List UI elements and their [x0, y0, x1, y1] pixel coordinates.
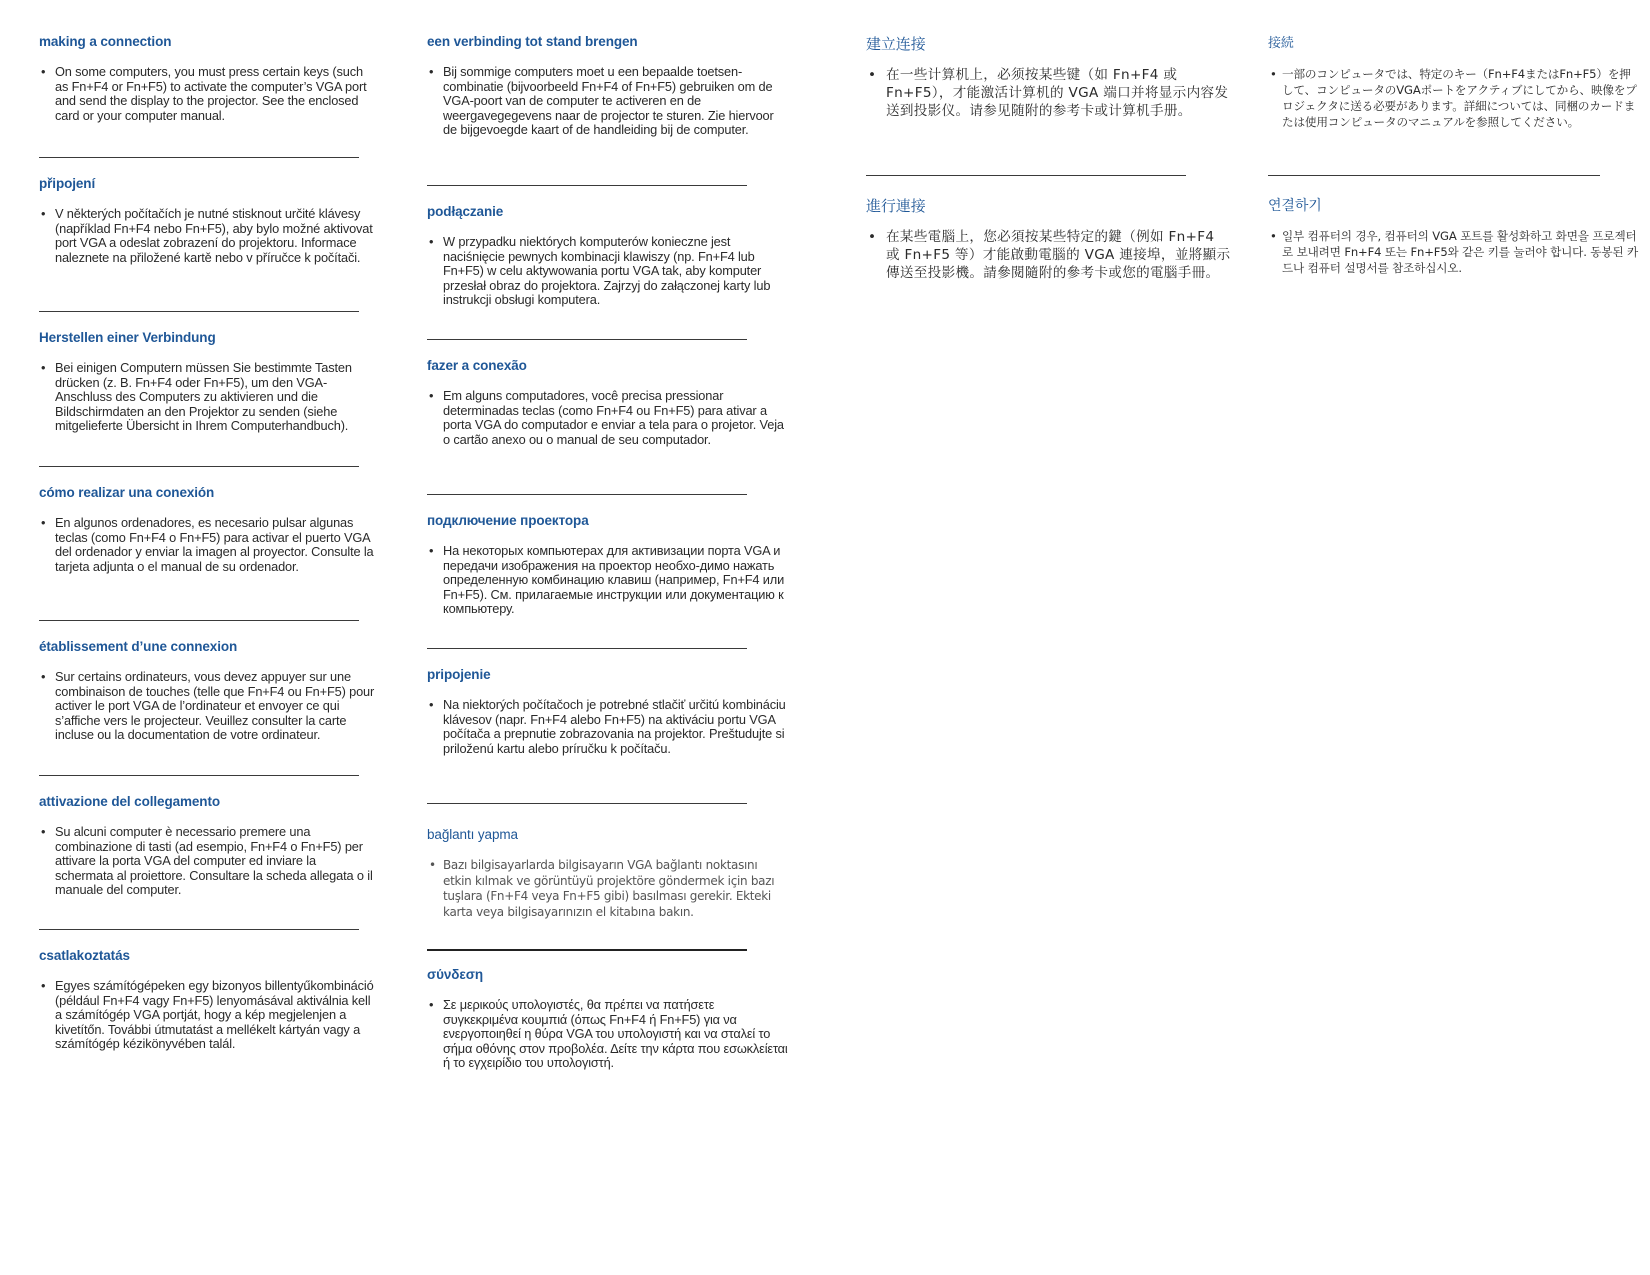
section-heading: fazer a conexão: [427, 358, 527, 373]
section-heading: Herstellen einer Verbindung: [39, 330, 216, 345]
section-heading: pripojenie: [427, 667, 491, 682]
bullet-text: Su alcuni computer è necessario premere una combinazione di tasti (ad esempio, Fn+F4 o Fn+F5) per attivare la porta VGA del computer ed inviare la schermata al proiettore. Consultare la scheda allegata o il manuale del computer.: [55, 824, 373, 898]
bullet-item: [427, 858, 789, 920]
section-divider: [427, 803, 747, 804]
bullet-icon: •: [429, 858, 436, 872]
section-heading: σύνδεση: [427, 967, 483, 982]
bullet-item: [1268, 228, 1640, 276]
bullet-text: Bij sommige computers moet u een bepaalde toetsen-combinatie (bijvoorbeeld Fn+F4 of Fn+F5) gebruiken om de VGA-poort van de computer te activeren en de weergavegegevens naar de projector te sturen. Zie hiervoor de bijgevoegde kaart of de handleiding bij de computer.: [443, 64, 774, 138]
section-es: [39, 485, 377, 574]
bullet-text: 일부 컴퓨터의 경우, 컴퓨터의 VGA 포트를 활성화하고 화면을 프로젝터로 보내려면 Fn+F4 또는 Fn+F5와 같은 키를 눌러야 합니다. 동봉된 카드나 컴퓨터 설명서를 참조하십시오.: [1282, 229, 1639, 275]
bullet-item: [1268, 66, 1640, 130]
bullet-text: On some computers, you must press certain keys (such as Fn+F4 or Fn+F5) to activate the computer’s VGA port and send the display to the projector. See the enclosed card or your computer manual.: [55, 64, 367, 123]
bullet-item: [427, 698, 789, 756]
bullet-text: En algunos ordenadores, es necesario pulsar algunas teclas (como Fn+F4 o Fn+F5) para activar el puerto VGA del ordenador y enviar la imagen al proyector. Consulte la tarjeta adjunta o el manual de su ordenador.: [55, 515, 374, 574]
section-divider: [39, 620, 359, 621]
section-pt: [427, 358, 789, 447]
section-heading: 接続: [1268, 36, 1294, 51]
bullet-item: [39, 979, 377, 1052]
bullet-icon: •: [1270, 229, 1277, 243]
section-heading: bağlantı yapma: [427, 827, 518, 842]
section-heading: csatlakoztatás: [39, 948, 130, 963]
bullet-item: [39, 825, 377, 898]
section-ru: [427, 513, 789, 617]
bullet-item: [427, 65, 789, 138]
bullet-text: Egyes számítógépeken egy bizonyos billentyűkombináció (például Fn+F4 vagy Fn+F5) lenyomásával aktiválnia kell a számítógép VGA portját, hogy a kép megjelenjen a kivetítőn. További útmutatást a mellékelt kártyán vagy a számítógép kézikönyvében talál.: [55, 978, 374, 1052]
bullet-icon: •: [868, 229, 877, 245]
section-divider: [39, 466, 359, 467]
bullet-text: Σε μερικούς υπολογιστές, θα πρέπει να πατήσετε συγκεκριμένα κουμπιά (όπως Fn+F4 ή Fn+F5) για να ενεργοποιηθεί η θύρα VGA του υπολογιστή και να σταλεί το σήμα οθόνης στον προβολέα. Δείτε την κάρτα που εσωκλείεται ή το εγχειρίδιο του υπολογιστή.: [443, 997, 788, 1071]
section-ko: [1268, 198, 1640, 276]
bullet-text: Bazı bilgisayarlarda bilgisayarın VGA bağlantı noktasını etkin kılmak ve görüntüyü projektöre göndermek için bazı tuşlara (Fn+F4 veya Fn+F5 gibi) basılması gerekir. Ekteki karta veya bilgisayarınızın el kitabına bakın.: [443, 858, 775, 919]
bullet-text: Na niektorých počítačoch je potrebné stlačiť určitú kombináciu klávesov (napr. Fn+F4 alebo Fn+F5) na aktiváciu portu VGA počítača a prepnutie zobrazovania na projektor. Preštudujte si priloženú kartu alebo príručku k počítaču.: [443, 697, 786, 756]
section-heading: een verbinding tot stand brengen: [427, 34, 638, 49]
bullet-icon: •: [868, 67, 877, 83]
bullet-text: На некоторых компьютерах для активизации порта VGA и передачи изображения на проектор необхо-димо нажать определенную комбинацию клавиш (например, Fn+F4 или Fn+F5). См. прилагаемые инструкции или документацию к компьютеру.: [443, 543, 785, 617]
bullet-item: [39, 65, 377, 123]
bullet-text: 在一些计算机上，必须按某些键（如 Fn+F4 或 Fn+F5），才能激活计算机的 VGA 端口并将显示内容发送到投影仪。请参见随附的参考卡或计算机手册。: [886, 67, 1229, 119]
bullet-item: [39, 361, 377, 434]
bullet-item: [427, 235, 789, 308]
bullet-icon: •: [41, 978, 46, 993]
bullet-text: V některých počítačích je nutné stisknout určité klávesy (například Fn+F4 nebo Fn+F5), aby bylo možné aktivovat port VGA a odeslat zobrazení do projektoru. Informace naleznete na přiložené kartě nebo v příručce k počítači.: [55, 206, 373, 265]
bullet-item: [866, 66, 1232, 120]
bullet-icon: •: [41, 824, 46, 839]
bullet-icon: •: [429, 234, 434, 249]
section-heading: making a connection: [39, 34, 172, 49]
section-ja: [1268, 36, 1640, 130]
section-heading: 연결하기: [1268, 198, 1322, 214]
section-heading: подключение проектора: [427, 513, 589, 528]
section-divider: [427, 185, 747, 186]
section-hu: [39, 948, 377, 1052]
bullet-icon: •: [41, 206, 46, 221]
bullet-icon: •: [41, 360, 46, 375]
bullet-text: 在某些電腦上，您必須按某些特定的鍵（例如 Fn+F4 或 Fn+F5 等）才能啟動電腦的 VGA 連接埠，並將顯示傳送至投影機。請參閱隨附的參考卡或您的電腦手冊。: [886, 229, 1231, 281]
bullet-text: 一部のコンピュータでは、特定のキー（Fn+F4またはFn+F5）を押して、コンピュータのVGAポートをアクティブにしてから、映像をプロジェクタに送る必要があります。詳細については、同梱のカードまたは使用コンピュータのマニュアルを参照してください。: [1282, 67, 1637, 129]
bullet-item: [39, 207, 377, 265]
section-en: [39, 34, 377, 123]
section-el: [427, 967, 789, 1071]
section-divider: [39, 775, 359, 776]
section-heading: cómo realizar una conexión: [39, 485, 215, 500]
section-heading: 建立连接: [866, 35, 926, 53]
bullet-text: Bei einigen Computern müssen Sie bestimmte Tasten drücken (z. B. Fn+F4 oder Fn+F5), um den VGA-Anschluss des Computers zu aktivieren und die Bildschirmdaten an den Projektor zu senden (siehe mitgelieferte Übersicht in Ihrem Computerhandbuch).: [55, 360, 352, 434]
section-zh-tw: [866, 198, 1232, 282]
bullet-item: [39, 670, 377, 743]
section-it: [39, 794, 377, 898]
bullet-item: [427, 998, 789, 1071]
bullet-text: Sur certains ordinateurs, vous devez appuyer sur une combinaison de touches (telle que Fn+F4 ou Fn+F5) pour activer le port VGA de l’ordinateur et envoyer ce qui s’affiche vers le projecteur. Veuillez consulter la carte incluse ou la documentation de votre ordinateur.: [55, 669, 375, 743]
section-divider: [866, 175, 1186, 176]
bullet-item: [39, 516, 377, 574]
section-tr: [427, 827, 789, 920]
bullet-icon: •: [429, 543, 434, 558]
section-divider: [427, 494, 747, 495]
section-de: [39, 330, 377, 434]
section-heading: attivazione del collegamento: [39, 794, 220, 809]
section-heading: 進行連接: [866, 197, 926, 215]
section-heading: établissement d’une connexion: [39, 639, 238, 654]
bullet-icon: •: [41, 669, 46, 684]
bullet-item: [427, 389, 789, 447]
bullet-icon: •: [429, 697, 434, 712]
section-divider: [427, 949, 747, 951]
bullet-icon: •: [41, 64, 46, 79]
bullet-icon: •: [429, 64, 434, 79]
section-sk: [427, 667, 789, 756]
bullet-icon: •: [429, 388, 434, 403]
section-heading: připojení: [39, 176, 96, 191]
section-fr: [39, 639, 377, 743]
bullet-icon: •: [429, 997, 434, 1012]
section-nl: [427, 34, 789, 138]
section-divider: [1268, 175, 1600, 176]
section-cs: [39, 176, 377, 265]
section-divider: [39, 157, 359, 158]
bullet-icon: •: [41, 515, 46, 530]
bullet-item: [427, 544, 789, 617]
section-divider: [39, 929, 359, 930]
section-zh-cn: [866, 36, 1232, 120]
bullet-text: Em alguns computadores, você precisa pressionar determinadas teclas (como Fn+F4 ou Fn+F5) para ativar a porta VGA do computador e enviar a tela para o projetor. Veja o cartão anexo ou o manual de seu computador.: [443, 388, 784, 447]
section-pl: [427, 204, 789, 308]
section-divider: [39, 311, 359, 312]
section-divider: [427, 339, 747, 340]
bullet-text: W przypadku niektórych komputerów konieczne jest naciśnięcie pewnych kombinacji klawiszy (np. Fn+F4 lub Fn+F5) w celu aktywowania portu VGA tak, aby komputer przesłał obraz do projektora. Zajrzyj do załączonej karty lub instrukcji obsługi komputera.: [443, 234, 771, 308]
bullet-icon: •: [1270, 67, 1277, 81]
section-heading: podłączanie: [427, 204, 504, 219]
section-divider: [427, 648, 747, 649]
bullet-item: [866, 228, 1232, 282]
